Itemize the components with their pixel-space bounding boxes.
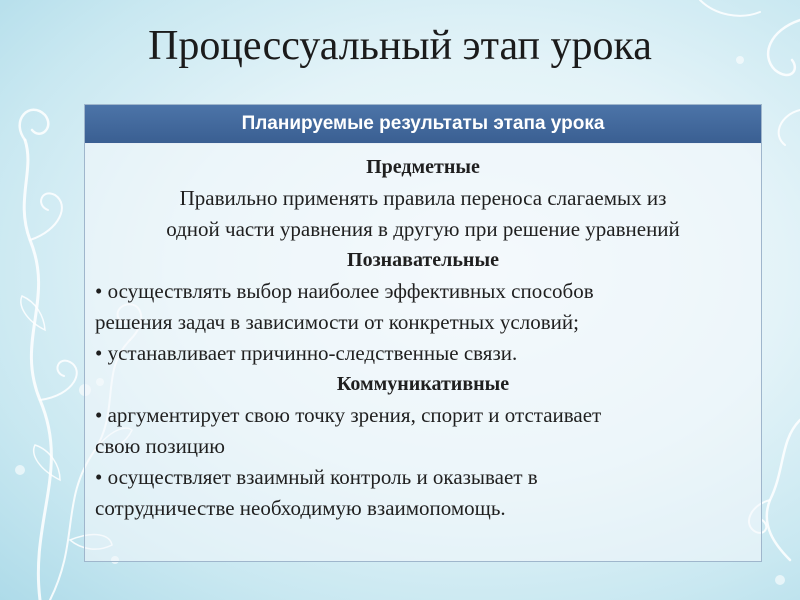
section-line: • устанавливает причинно-следственные связи. bbox=[95, 341, 518, 365]
section-line: сотрудничестве необходимую взаимопомощь. bbox=[95, 496, 506, 520]
section-line: Правильно применять правила переноса слагаемых из bbox=[179, 186, 667, 210]
table-body bbox=[85, 144, 761, 524]
section-title-communicative: Коммуникативные bbox=[336, 373, 510, 395]
slide-title: Процессуальный этап урока bbox=[148, 23, 652, 69]
section-line: • осуществлять выбор наиболее эффективных способов bbox=[95, 279, 594, 303]
results-table bbox=[84, 104, 762, 562]
section-title-cognitive: Познавательные bbox=[347, 249, 499, 271]
section-line: свою позицию bbox=[95, 434, 225, 458]
section-line: одной части уравнения в другую при решение уравнений bbox=[166, 217, 680, 241]
section-line: решения задач в зависимости от конкретных условий; bbox=[95, 310, 579, 334]
section-title-subject: Предметные bbox=[366, 156, 480, 178]
table-header: Планируемые результаты этапа урока bbox=[85, 105, 761, 144]
section-line: • аргументирует свою точку зрения, спорит и отстаивает bbox=[95, 403, 602, 427]
section-line: • осуществляет взаимный контроль и оказывает в bbox=[95, 465, 538, 489]
